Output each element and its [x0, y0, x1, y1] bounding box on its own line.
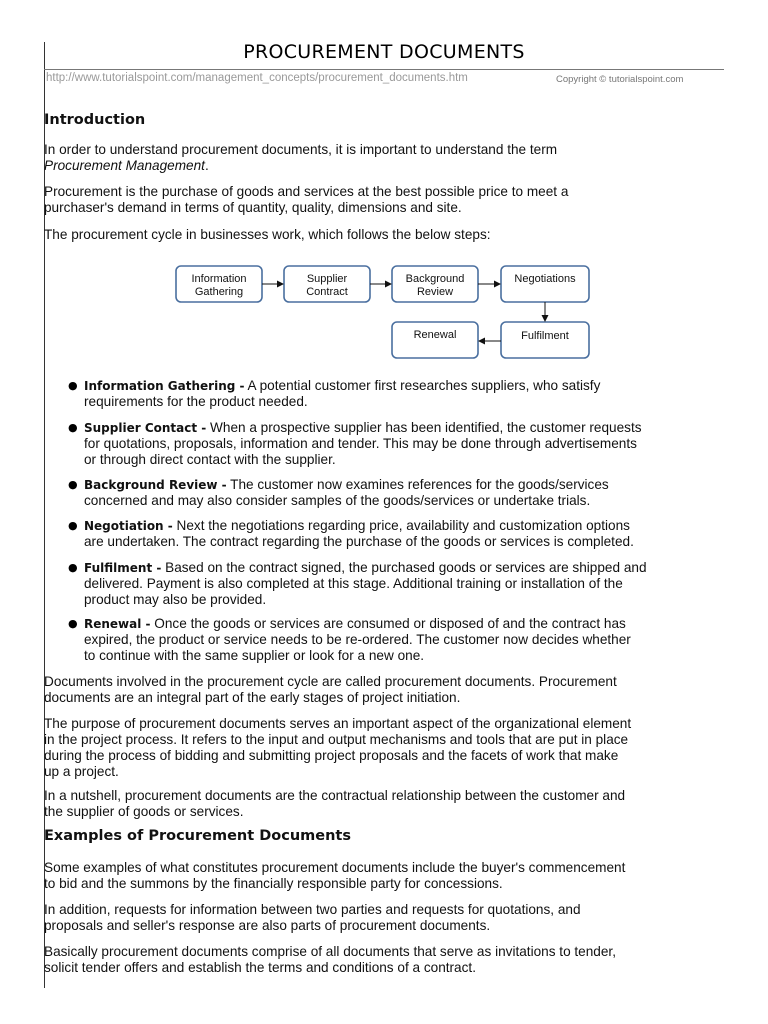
intro-p2-line1: Procurement is the purchase of goods and services at the best possible price to meet a: [44, 184, 569, 199]
procurement-cycle-flowchart: [0, 0, 768, 380]
flow-node-fulfilment: [501, 322, 589, 358]
paragraph-line: up a project.: [44, 764, 119, 779]
step-line: [84, 378, 734, 394]
paragraph-line: Basically procurement documents comprise of all documents that serve as invitations to tender,: [44, 944, 616, 959]
intro-heading: Introduction: [44, 112, 146, 128]
examples-paragraph-2: [44, 902, 734, 934]
paragraph-line: In a nutshell, procurement documents are the contractual relationship between the customer and: [44, 788, 626, 803]
step-text: requirements for the product needed.: [84, 394, 308, 409]
step-text: to continue with the same supplier or look for a new one.: [84, 648, 425, 663]
step-text: for quotations, proposals, information and tender. This may be done through advertisements: [84, 436, 637, 451]
step-text: A potential customer first researches suppliers, who satisfy: [247, 378, 601, 393]
flow-node-supplier-contract: [284, 266, 370, 302]
bullet-icon: ●: [68, 379, 78, 392]
step-line: [84, 616, 734, 632]
paragraph-line: Some examples of what constitutes procurement documents include the buyer's commencement: [44, 860, 626, 875]
step-text: When a prospective supplier has been identified, the customer requests: [210, 420, 642, 435]
paragraph-line: solicit tender offers and establish the terms and conditions of a contract.: [44, 960, 476, 975]
flow-node-label: Background: [405, 273, 465, 285]
copyright-notice: Copyright © tutorialspoint.com: [556, 74, 684, 85]
bullet-icon: ●: [68, 519, 78, 532]
step-label: Renewal -: [84, 617, 151, 631]
step-text: Based on the contract signed, the purchased goods or services are shipped and: [165, 560, 647, 575]
step-text: Once the goods or services are consumed or disposed of and the contract has: [154, 616, 626, 631]
flow-node-label: Gathering: [194, 286, 244, 298]
examples-heading: Examples of Procurement Documents: [44, 828, 351, 844]
examples-paragraph-3: [44, 944, 734, 976]
paragraph-line: The purpose of procurement documents serves an important aspect of the organizational element: [44, 716, 632, 731]
intro-p1-end: .: [204, 158, 209, 173]
step-text: concerned and may also consider samples of the goods/services or undertake trials.: [84, 493, 591, 508]
source-url[interactable]: http://www.tutorialspoint.com/management_concepts/procurement_documents.htm: [46, 72, 468, 84]
flow-node-label: Fulfilment: [521, 330, 569, 342]
paragraph-nutshell: [44, 788, 734, 820]
bullet-icon: ●: [68, 617, 78, 630]
bullet-icon: ●: [68, 561, 78, 574]
step-text: The customer now examines references for the goods/services: [230, 477, 609, 492]
intro-paragraph-3: The procurement cycle in businesses work, which follows the below steps:: [44, 227, 491, 242]
step-negotiation: [84, 518, 734, 550]
step-text: Next the negotiations regarding price, availability and customization options: [176, 518, 630, 533]
intro-p1-line1: In order to understand procurement documents, it is important to understand the term: [44, 142, 558, 157]
flow-node-background-review: [392, 266, 478, 302]
step-background-review: [84, 477, 734, 509]
flow-node-information-gathering: [176, 266, 262, 302]
flow-node-label: Supplier: [306, 273, 348, 285]
flow-node-label: Information: [191, 273, 247, 285]
paragraph-procurement-documents: [44, 674, 734, 706]
step-line: [84, 560, 734, 576]
step-label: Information Gathering -: [84, 379, 245, 393]
flow-node-label: Negotiations: [514, 273, 576, 285]
step-line: [84, 477, 734, 493]
bullet-icon: ●: [68, 478, 78, 491]
step-information-gathering: [84, 378, 734, 410]
flow-node-renewal: [392, 322, 478, 358]
step-fulfilment: [84, 560, 734, 608]
step-text: expired, the product or service needs to be re-ordered. The customer now decides whether: [84, 632, 631, 647]
step-label: Background Review -: [84, 478, 227, 492]
step-text: or through direct contact with the supplier.: [84, 452, 336, 467]
procurement-management-term: Procurement Management: [44, 158, 205, 173]
step-label: Fulfilment -: [84, 561, 162, 575]
paragraph-line: In addition, requests for information between two parties and requests for quotations, and: [44, 902, 581, 917]
paragraph-line: in the project process. It refers to the input and output mechanisms and tools that are put in place: [44, 732, 629, 747]
step-supplier-contact: [84, 420, 734, 468]
step-label: Supplier Contact -: [84, 421, 207, 435]
flow-node-label: Review: [416, 286, 454, 298]
step-line: [84, 518, 734, 534]
flow-node-negotiations: [501, 266, 589, 302]
examples-paragraph-1: [44, 860, 734, 892]
paragraph-purpose: [44, 716, 734, 780]
step-text: product may also be provided.: [84, 592, 267, 607]
paragraph-line: Documents involved in the procurement cycle are called procurement documents. Procurement: [44, 674, 617, 689]
flow-node-label: Renewal: [413, 329, 457, 341]
paragraph-line: proposals and seller's response are also parts of procurement documents.: [44, 918, 491, 933]
bullet-icon: ●: [68, 421, 78, 434]
paragraph-line: the supplier of goods or services.: [44, 804, 244, 819]
step-text: delivered. Payment is also completed at this stage. Additional training or installation of the: [84, 576, 623, 591]
step-text: are undertaken. The contract regarding the purchase of the goods or services is completed.: [84, 534, 634, 549]
paragraph-line: to bid and the summons by the financially responsible party for concessions.: [44, 876, 503, 891]
step-label: Negotiation -: [84, 519, 173, 533]
flow-node-label: Contract: [306, 286, 348, 298]
step-renewal: [84, 616, 734, 664]
step-line: [84, 420, 734, 436]
intro-p2-line2: purchaser's demand in terms of quantity, quality, dimensions and site.: [44, 200, 462, 215]
paragraph-line: documents are an integral part of the early stages of project initiation.: [44, 690, 461, 705]
page-title: PROCUREMENT DOCUMENTS: [243, 41, 525, 63]
paragraph-line: during the process of bidding and submitting project proposals and the facets of work that make: [44, 748, 619, 763]
